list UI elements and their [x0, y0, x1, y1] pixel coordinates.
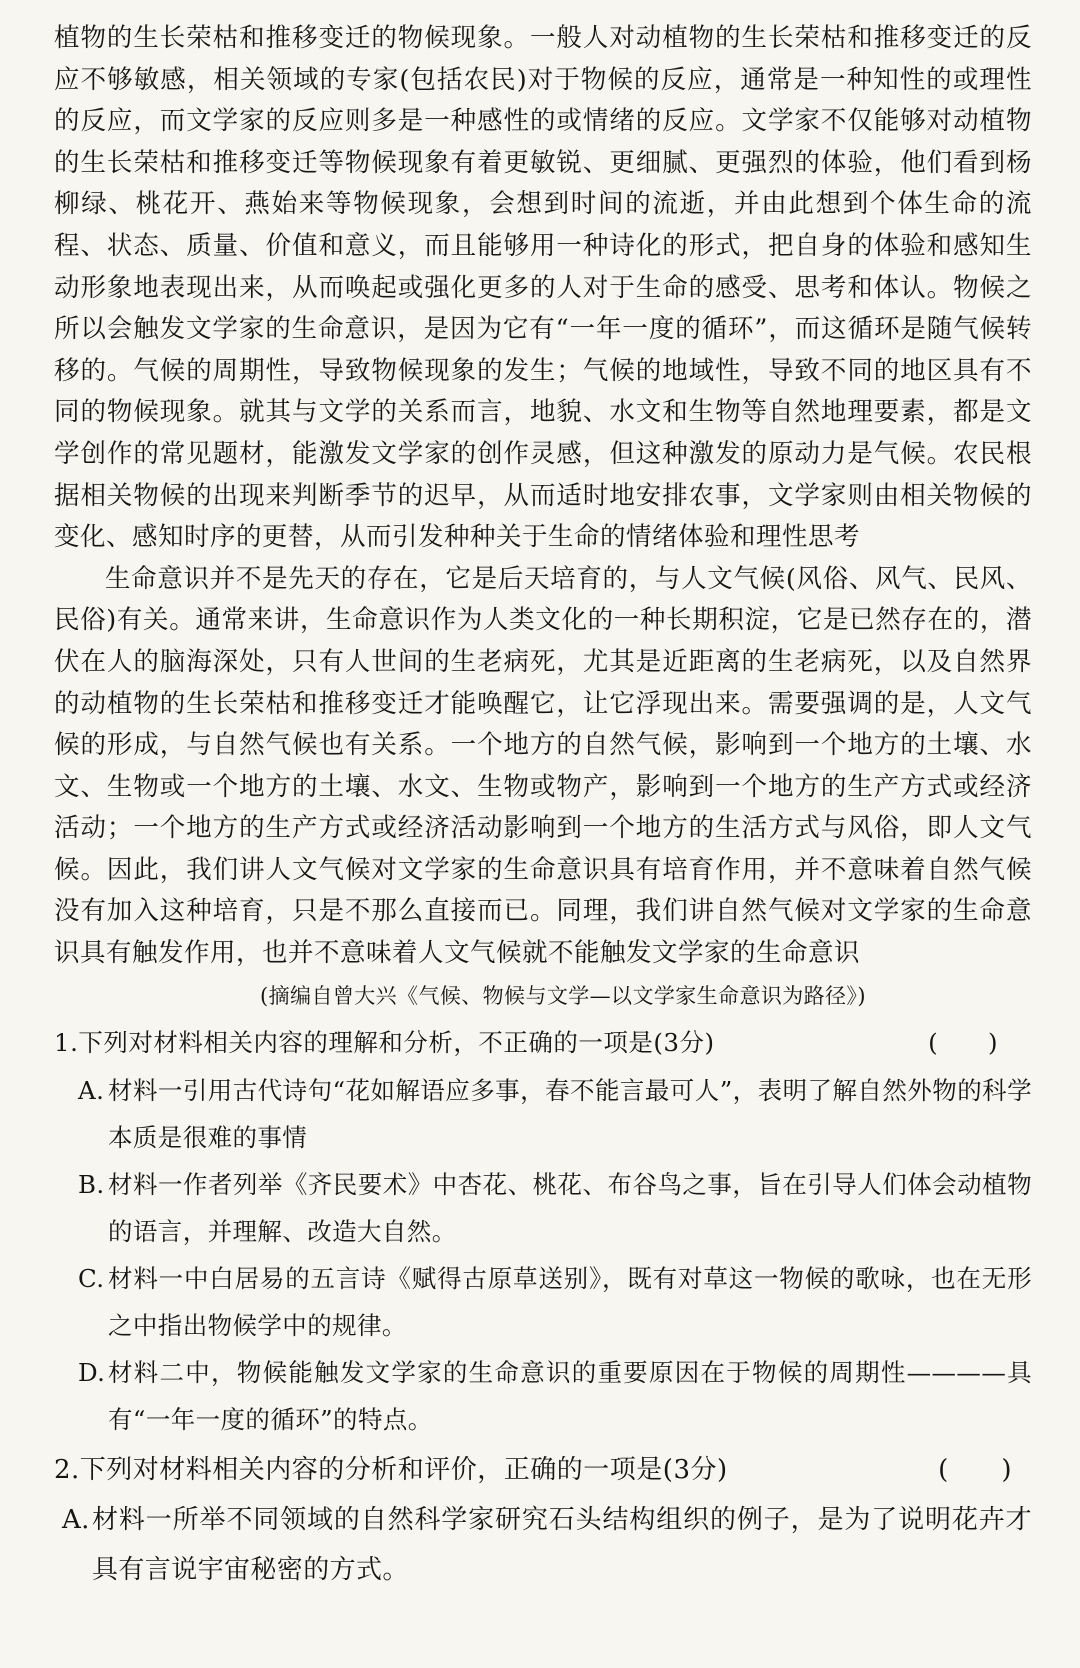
option-text: 材料一引用古代诗句“花如解语应多事，春不能言最可人”，表明了解自然外物的科学本质是很难的事情	[108, 1075, 1032, 1152]
option-letter: B.	[78, 1169, 105, 1199]
question-1-option-d	[54, 1349, 1032, 1443]
question-1-option-a	[54, 1067, 1032, 1161]
option-text: 材料一所举不同领域的自然科学家研究石头结构组织的例子，是为了说明花卉才具有言说宇宙秘密的方式。	[92, 1504, 1032, 1585]
question-1-stem	[54, 1019, 1032, 1067]
passage-source-citation: (摘编自曾大兴《气候、物候与文学—以文学家生命意识为路径》)	[260, 983, 866, 1008]
option-text: 材料一作者列举《齐民要术》中杏花、桃花、布谷鸟之事，旨在引导人们体会动植物的语言，并理解、改造大自然。	[108, 1169, 1032, 1246]
option-letter: C.	[78, 1263, 105, 1293]
question-1	[54, 1019, 1032, 1443]
option-letter: A.	[78, 1075, 105, 1105]
passage-paragraph-1: 植物的生长荣枯和推移变迁的物候现象。一般人对动植物的生长荣枯和推移变迁的反应不够敏感，相关领域的专家(包括农民)对于物候的反应，通常是一种知性的或理性的反应，而文学家的反应则多是一种感性的或情绪的反应。文学家不仅能够对动植物的生长荣枯和推移变迁等物候现象有着更敏锐、更细腻、更强烈的体验，他们看到杨柳绿、桃花开、燕始来等物候现象，会想到时间的流逝，并由此想到个体生命的流程、状态、质量、价值和意义，而且能够用一种诗化的形式，把自身的体验和感知生动形象地表现出来，从而唤起或强化更多的人对于生命的感受、思考和体认。物候之所以会触发文学家的生命意识，是因为它有“一年一度的循环”，而这循环是随气候转移的。气候的周期性，导致物候现象的发生；气候的地域性，导致不同的地区具有不同的物候现象。就其与文学的关系而言，地貌、水文和生物等自然地理要素，都是文学创作的常见题材，能激发文学家的创作灵感，但这种激发的原动力是气候。农民根据相关物候的出现来判断季节的迟早，从而适时地安排农事，文学家则由相关物候的变化、感知时序的更替，从而引发种种关于生命的情绪体验和理性思考	[54, 23, 1032, 553]
option-text: 材料二中，物候能触发文学家的生命意识的重要原因在于物候的周期性————具有“一年一度的循环”的特点。	[108, 1357, 1032, 1434]
question-1-answer-bracket: ( )	[928, 1027, 998, 1057]
option-letter: A.	[62, 1504, 90, 1535]
reading-passage	[54, 18, 1032, 975]
question-1-option-c	[54, 1255, 1032, 1349]
passage-paragraph-2: 生命意识并不是先天的存在，它是后天培育的，与人文气候(风俗、风气、民风、民俗)有关。通常来讲，生命意识作为人类文化的一种长期积淀，它是已然存在的，潜伏在人的脑海深处，只有人世间的生老病死，尤其是近距离的生老病死，以及自然界的动植物的生长荣枯和推移变迁才能唤醒它，让它浮现出来。需要强调的是，人文气候的形成，与自然气候也有关系。一个地方的自然气候，影响到一个地方的土壤、水文、生物或一个地方的土壤、水文、生物或物产，影响到一个地方的生产方式或经济活动；一个地方的生产方式或经济活动影响到一个地方的生活方式与风俗，即人文气候。因此，我们讲人文气候对文学家的生命意识具有培育作用，并不意味着自然气候没有加入这种培育，只是不那么直接而已。同理，我们讲自然气候对文学家的生命意识具有触发作用，也并不意味着人文气候就不能触发文学家的生命意识	[54, 563, 1032, 969]
question-1-text: 1.下列对材料相关内容的理解和分析，不正确的一项是(3分)	[54, 1027, 715, 1057]
question-2-stem	[54, 1445, 1032, 1495]
question-2	[54, 1445, 1032, 1595]
question-2-answer-bracket: ( )	[938, 1454, 1012, 1485]
question-2-option-a	[54, 1495, 1032, 1595]
option-letter: D.	[78, 1357, 106, 1387]
question-2-text: 2.下列对材料相关内容的分析和评价，正确的一项是(3分)	[54, 1454, 728, 1485]
option-text: 材料一中白居易的五言诗《赋得古原草送别》，既有对草这一物候的歌咏，也在无形之中指出物候学中的规律。	[108, 1263, 1032, 1340]
question-1-option-b	[54, 1161, 1032, 1255]
